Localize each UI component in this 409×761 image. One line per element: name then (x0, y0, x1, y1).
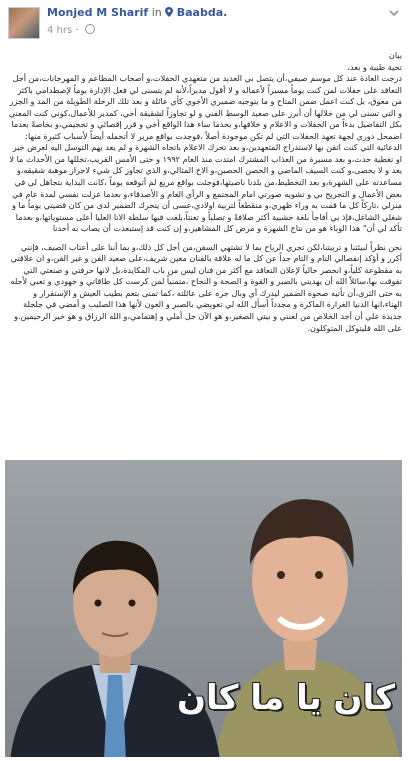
timestamp[interactable]: 4 hrs (47, 25, 73, 36)
author-name[interactable]: Monjed M Sharif (47, 6, 149, 19)
post-body (6, 50, 402, 444)
post-paragraph: نحن نظراً لبيئتنا و تربيتنا،لكن تجري الرياح بما لا تشتهي السفن،من أجل كل ذلك،و بما أننا على أعتاب الصيف، فإنني أكرر و أؤكد إنفصالي التام و التام جداً عن كل ما له علاقة بالفنان معين شريف،على صعيد الفن و غير الفن،و ان علاقتي به مقطوعة كلياً،و انحصر حالياً لإعلان التعاقد مع أكثر من فنان ليس من باب المكايدة،بل لانها حرفتي و صنعتي التي تفوقت بها،سائلاً الله أن يهديني بالصبر و القوة و الصحة و النجاح ،متمنياً لمن كرست كل طاقاتي و جهودي و تعبي لأجله به حتى الثرى،أن تأتيه صحوة الضمير ليدرك أي وبال جره على عائلته ،كما تمنى بتعم بطيب العيش و الإستقرار و الهناء،انها الدنيا الغرارة الماكرة و مجدداً أسأل الله لي تعويضي بالصبر و العون لأنها هذا الصليب و أمضي في جلجلة جديدة علي أن أجد الخلاص من لعنتي و بيتي الصغير،و هو الآن جل أملي و إهتمامي،و الله الرزاق و هو خير الرحيمين.و على الله فليتوكل المتوكلون. (10, 241, 402, 333)
pin-icon (165, 7, 173, 17)
chevron-down-icon[interactable] (389, 8, 399, 18)
avatar[interactable] (8, 7, 40, 39)
post-paragraph: درجت العادة عند كل موسم صيفي،أن يتصل بي العديد من متعهدي الحفلات،و أصحاب المطاعم و المهرجانات،من أجل التعاقد على حفلات لمن كنت يوماً مسيراً لأعماله و لا أقول مديراً،لأنه لم يتسنى لي فعل الإدارة يوماً لإصطدامي باكثر من معوق، بل كنت اعمل ضمن المتاح و ما يتوجبه ضميري الأخوي كأي عائلة و بعد تلك الرحلة الطويلة من المد و الجزر و التي تسنى لي من خلالها أن أبرز على صعيد الوسط الفني و لو تجاوزاً لشقيقة أخي، كمدير للأعمال،كوني كنت المعني بكل التفاصيل بدءاً من الحفلات و الاعلام و خلافها،و بحدما ساء هذا الواقع أخي و قرر إقصائي و تحجيمي،و بخاصةً بعدما اضمحل دوري لجهة تعهد الحفلات التي لم تكن موجودة أصلاً ،فوجدت بواقع مرير لا أتحمله أيضاً لأسباب كثيرة منها: (8, 73, 402, 141)
author-line (47, 6, 227, 19)
globe-icon (85, 24, 95, 34)
post-paragraph: تحية طيبة و بعد، (347, 61, 402, 72)
post-header (0, 0, 409, 40)
post-photo[interactable] (5, 460, 402, 757)
timestamp-line: 4 hrs · (47, 24, 95, 36)
post-paragraph: بيان (388, 50, 402, 60)
location-link[interactable]: Baabda. (176, 6, 228, 19)
person-left (10, 525, 220, 757)
post-paragraph: الدعائية التي كنت اتقن بها لاستدراج المتعهدين،و بعد تحرك الاعلام باتجاه الشهرة و لم يعد يهم التوسل اليه لعرض خبر او تغطية حدث،و بعد مسيرة من العذاب المشترك امتدت منذ العام ١٩٩٢ و حتى الأمس القريب،تخللها من الأحداث ما لا يعد و لا يحصى،و كنت السيف الماضي و الحصن الحصين،و الاخ المثالي،و الذي تجاوز كل شيء لاجراز موهبة شقيقه،و مساعدته على الشهرة،و بعد التخطيط،من بلدنا ناصيتها،فوجئت بواقع مريع لم أتوقعه يوماً ،كانت البداية بتجاهل لي في بعض الأعمال و التجريح بي و تشويه صورتي امام المجتمع و الرأي العام و الأصدقاء،و بعدما عزلت نفسي لمدة عام في منزلي ،تاركاً كل ما قمت به وراء ظهري،و منقطعاً لتربية اولادي،عسى أن يتحرك الضمير لدى من كان قضيتي يوماً ما و شغلي الشاغل،فإذ بي أفاجأ بلغة خشبية أكثر صلافةً و تصلباً و تعنتاً،بلغت فيها سلطة الانا العليا أعلى مستوياتها،و بعدما تأكد لي أن" هذا الوباء هو من نتاج الشهرة و مرض كل المشاهير،و إن كنت قد إستبعدت أن يصاب به أحدنا (9, 142, 402, 234)
in-word: in (151, 6, 162, 19)
photo-caption: كان يا ما كان (177, 678, 395, 718)
